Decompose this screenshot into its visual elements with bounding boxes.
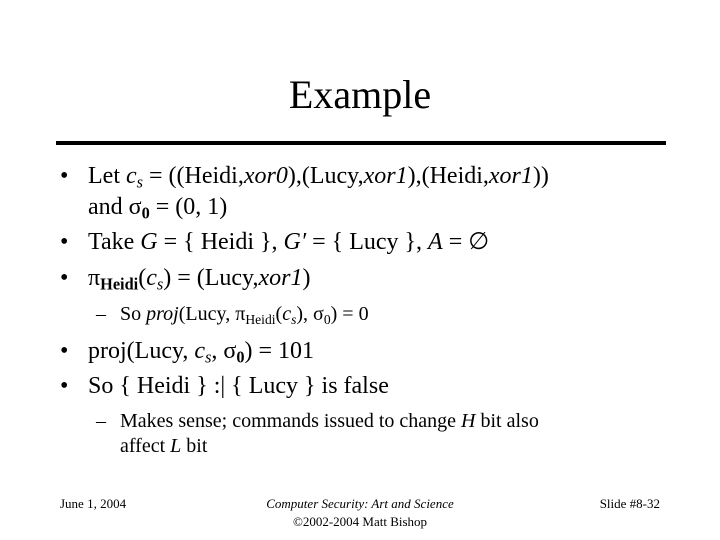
sub-bullet-text: Makes sense; commands issued to change H bit also <box>120 410 539 432</box>
bullet-text: So { Heidi } :| { Lucy } is false <box>88 373 389 399</box>
bullet-dot: • <box>60 229 69 255</box>
bullet-text: Let $c_s$ = ((Heidi,xor0),(Lucy,xor1),(Heidi,xor1)) <box>88 163 549 192</box>
sub-bullet-text: affect L bit <box>120 435 208 457</box>
title-divider <box>56 141 666 145</box>
bullet-dot: • <box>60 373 69 399</box>
bullet-dot: • <box>60 265 69 291</box>
footer-copyright: ©2002-2004 Matt Bishop <box>292 514 428 529</box>
footer-slide-number: Slide #8-32 <box>599 496 660 511</box>
bullet-text: proj(Lucy, $c_s$, $\sigma_0) = 101$ <box>88 338 315 367</box>
footer-course-title: Computer Security: Art and Science <box>266 496 454 511</box>
bullet-dot: • <box>60 338 69 364</box>
sub-bullet-text: So proj(Lucy, $\pi_{Heidi}(c_s)$, $\sigma_0) = 0$ <box>120 303 369 327</box>
sub-bullet-dash: – <box>96 303 106 325</box>
bullet-text: Take G = { Heidi }, G′ = { Lucy }, A = ∅ <box>88 229 490 255</box>
footer-date: June 1, 2004 <box>60 496 127 511</box>
bullet-dot: • <box>60 163 69 189</box>
footer-course <box>210 495 510 531</box>
sub-bullet-dash: – <box>96 410 106 432</box>
slide-title: Example <box>288 72 432 117</box>
bullet-text: and $\sigma_0 = (0$, 1) <box>88 194 228 223</box>
bullet-text: $\pi_{Heidi}(c_s)$ = (Lucy,xor1) <box>88 265 311 294</box>
